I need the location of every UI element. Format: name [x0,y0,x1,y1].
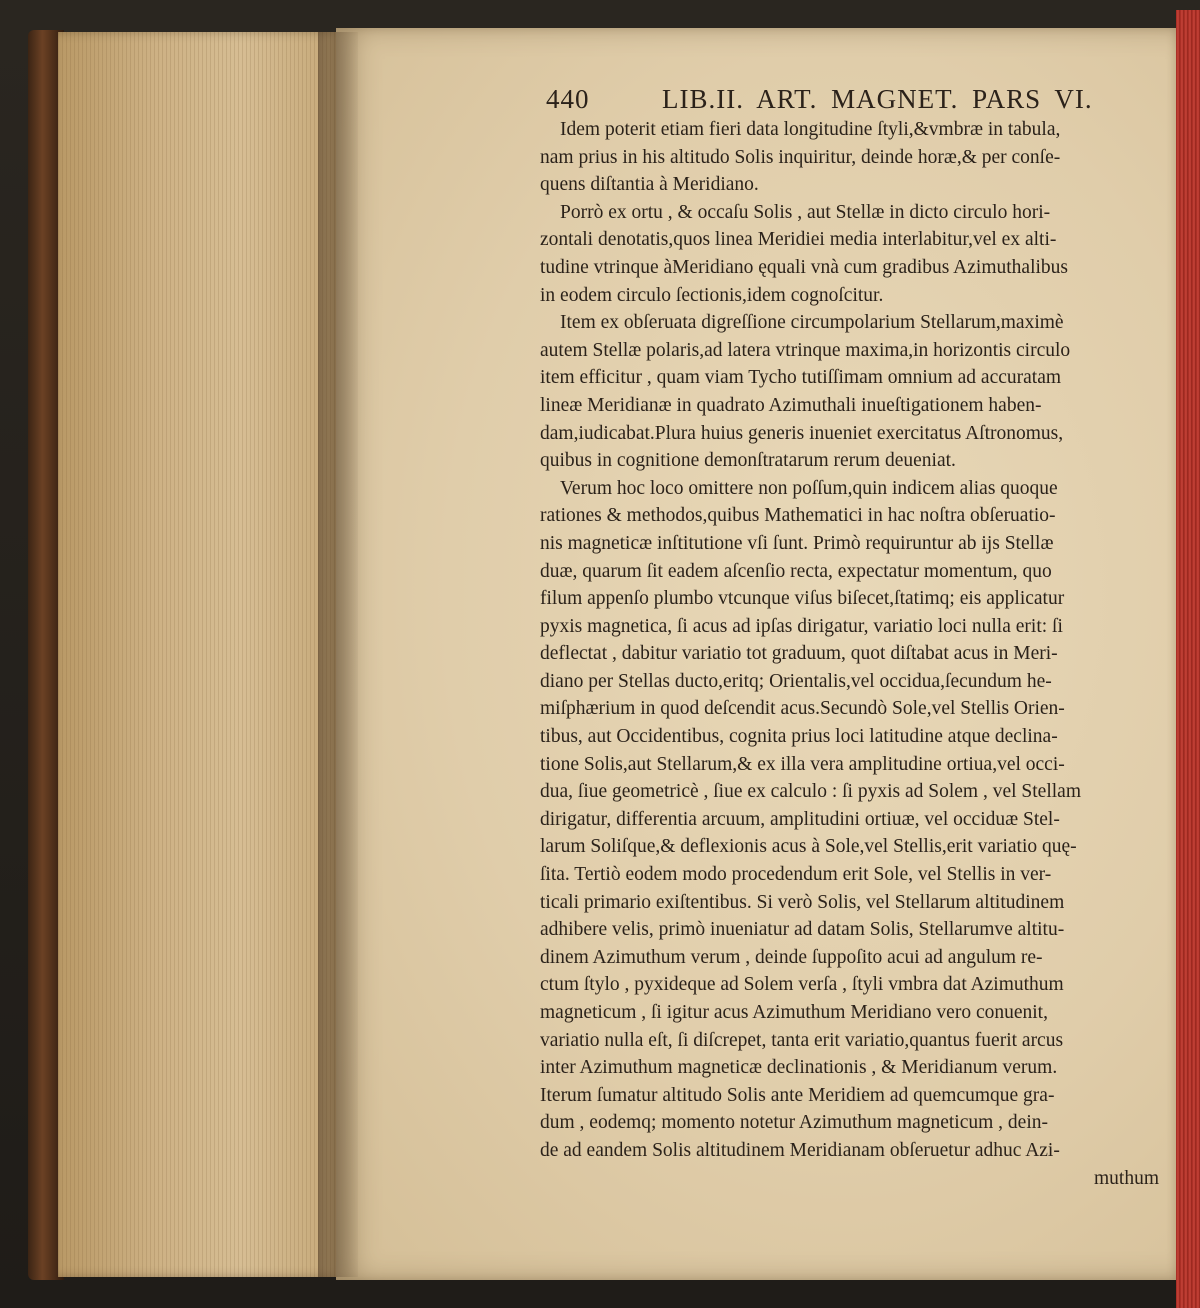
text-line: autem Stellæ polaris,ad latera vtrinque maxima,in horizontis circulo [540,339,1071,361]
text-line: pyxis magnetica, ſi acus ad ipſas dirigatur, variatio loci nulla erit: ſi [540,615,1063,637]
text-line: item efficitur , quam viam Tycho tutiſſimam omnium ad accuratam [540,367,1062,389]
page-edges [58,32,340,1277]
text-line: Verum hoc loco omittere non poſſum,quin indicem alias quoque [560,477,1058,499]
text-line: variatio nulla eſt, ſi diſcrepet, tanta erit variatio,quantus fuerit arcus [540,1029,1064,1051]
text-line: dua, ſiue geometricè , ſiue ex calculo : ſi pyxis ad Solem , vel Stellam [540,781,1081,803]
text-line: rationes & methodos,quibus Mathematici in hac noſtra obſeruatio- [540,505,1056,527]
text-line: inter Azimuthum magneticæ declinationis , & Meridianum verum. [540,1057,1058,1079]
text-line: Porrò ex ortu , & occaſu Solis , aut Stellæ in dicto circulo hori- [560,201,1051,223]
page-number: 440 [546,84,590,114]
text-line: lineæ Meridianæ in quadrato Azimuthali inueſtigationem haben- [540,394,1042,416]
text-line: tione Solis,aut Stellarum,& ex illa vera amplitudine ortiua,vel occi- [540,753,1065,775]
text-line: miſphærium in quod deſcendit acus.Secundò Sole,vel Stellis Orien- [540,698,1065,720]
catchword: muthum [1093,1167,1159,1189]
text-line: tibus, aut Occidentibus, cognita prius loci latitudine atque declina- [540,726,1058,748]
text-line: dam,iudicabat.Plura huius generis inueniet exercitatus Aſtronomus, [540,422,1064,444]
text-line: adhibere velis, primò inueniatur ad datam Solis, Stellarumve altitu- [540,919,1065,941]
text-line: in eodem circulo ſectionis,idem cognoſcitur. [540,284,884,306]
text-line: dum , eodemq; momento notetur Azimuthum magneticum , dein- [540,1112,1048,1134]
text-line: Iterum ſumatur altitudo Solis ante Meridiem ad quemcumque gra- [540,1084,1055,1106]
text-line: quens diſtantia à Meridiano. [540,174,759,196]
text-line: zontali denotatis,quos linea Meridiei media interlabitur,vel ex alti- [540,229,1057,251]
text-line: diano per Stellas ducto,eritq; Orientalis,vel occidua,ſecundum he- [540,670,1052,692]
text-line: nam prius in his altitudo Solis inquiritur, deinde horæ,& per conſe- [540,146,1061,168]
text-line: tudine vtrinque àMeridiano ęquali vnà cum gradibus Azimuthalibus [540,256,1069,278]
text-line: ticali primario exiſtentibus. Si verò Solis, vel Stellarum altitudinem [540,891,1065,913]
page-gutter [318,32,358,1277]
text-line: ſita. Tertiò eodem modo procedendum erit Sole, vel Stellis in ver- [540,864,1052,886]
text-line: larum Soliſque,& deflexionis acus à Sole,vel Stellis,erit variatio quę- [540,836,1077,858]
page-content [540,80,1165,1192]
text-line: Item ex obſeruata digreſſione circumpolarium Stellarum,maximè [560,312,1064,334]
running-head [540,80,1165,116]
text-line: nis magneticæ inſtitutione vſi ſunt. Primò requiruntur ab ijs Stellæ [540,532,1054,554]
text-line: deflectat , dabitur variatio tot graduum, quot diſtabat acus in Meri- [540,643,1058,665]
text-line: quibus in cognitione demonſtratarum rerum deueniat. [540,450,956,472]
text-line: Idem poterit etiam fieri data longitudine ſtyli,&vmbræ in tabula, [560,119,1061,140]
text-line: dinem Azimuthum verum , deinde ſuppoſito acui ad angulum re- [540,946,1043,968]
text-line: magneticum , ſi igitur acus Azimuthum Meridiano vero conuenit, [540,1002,1048,1023]
text-line: de ad eandem Solis altitudinem Meridianam obſeruetur adhuc Azi- [540,1139,1060,1161]
running-head-title: LIB.II. ART. MAGNET. PARS VI. [662,84,1093,114]
body-text [540,116,1165,1192]
text-line: duæ, quarum ſit eadem aſcenſio recta, expectatur momentum, quo [540,560,1052,582]
red-page-edge [1176,10,1200,1308]
text-line: ctum ſtylo , pyxideque ad Solem verſa , ſtyli vmbra dat Azimuthum [540,974,1064,996]
text-line: filum appenſo plumbo vtcunque viſus biſecet,ſtatimq; eis applicatur [540,588,1065,610]
text-line: dirigatur, differentia arcuum, amplitudini ortiuæ, vel occiduæ Stel- [540,808,1060,830]
